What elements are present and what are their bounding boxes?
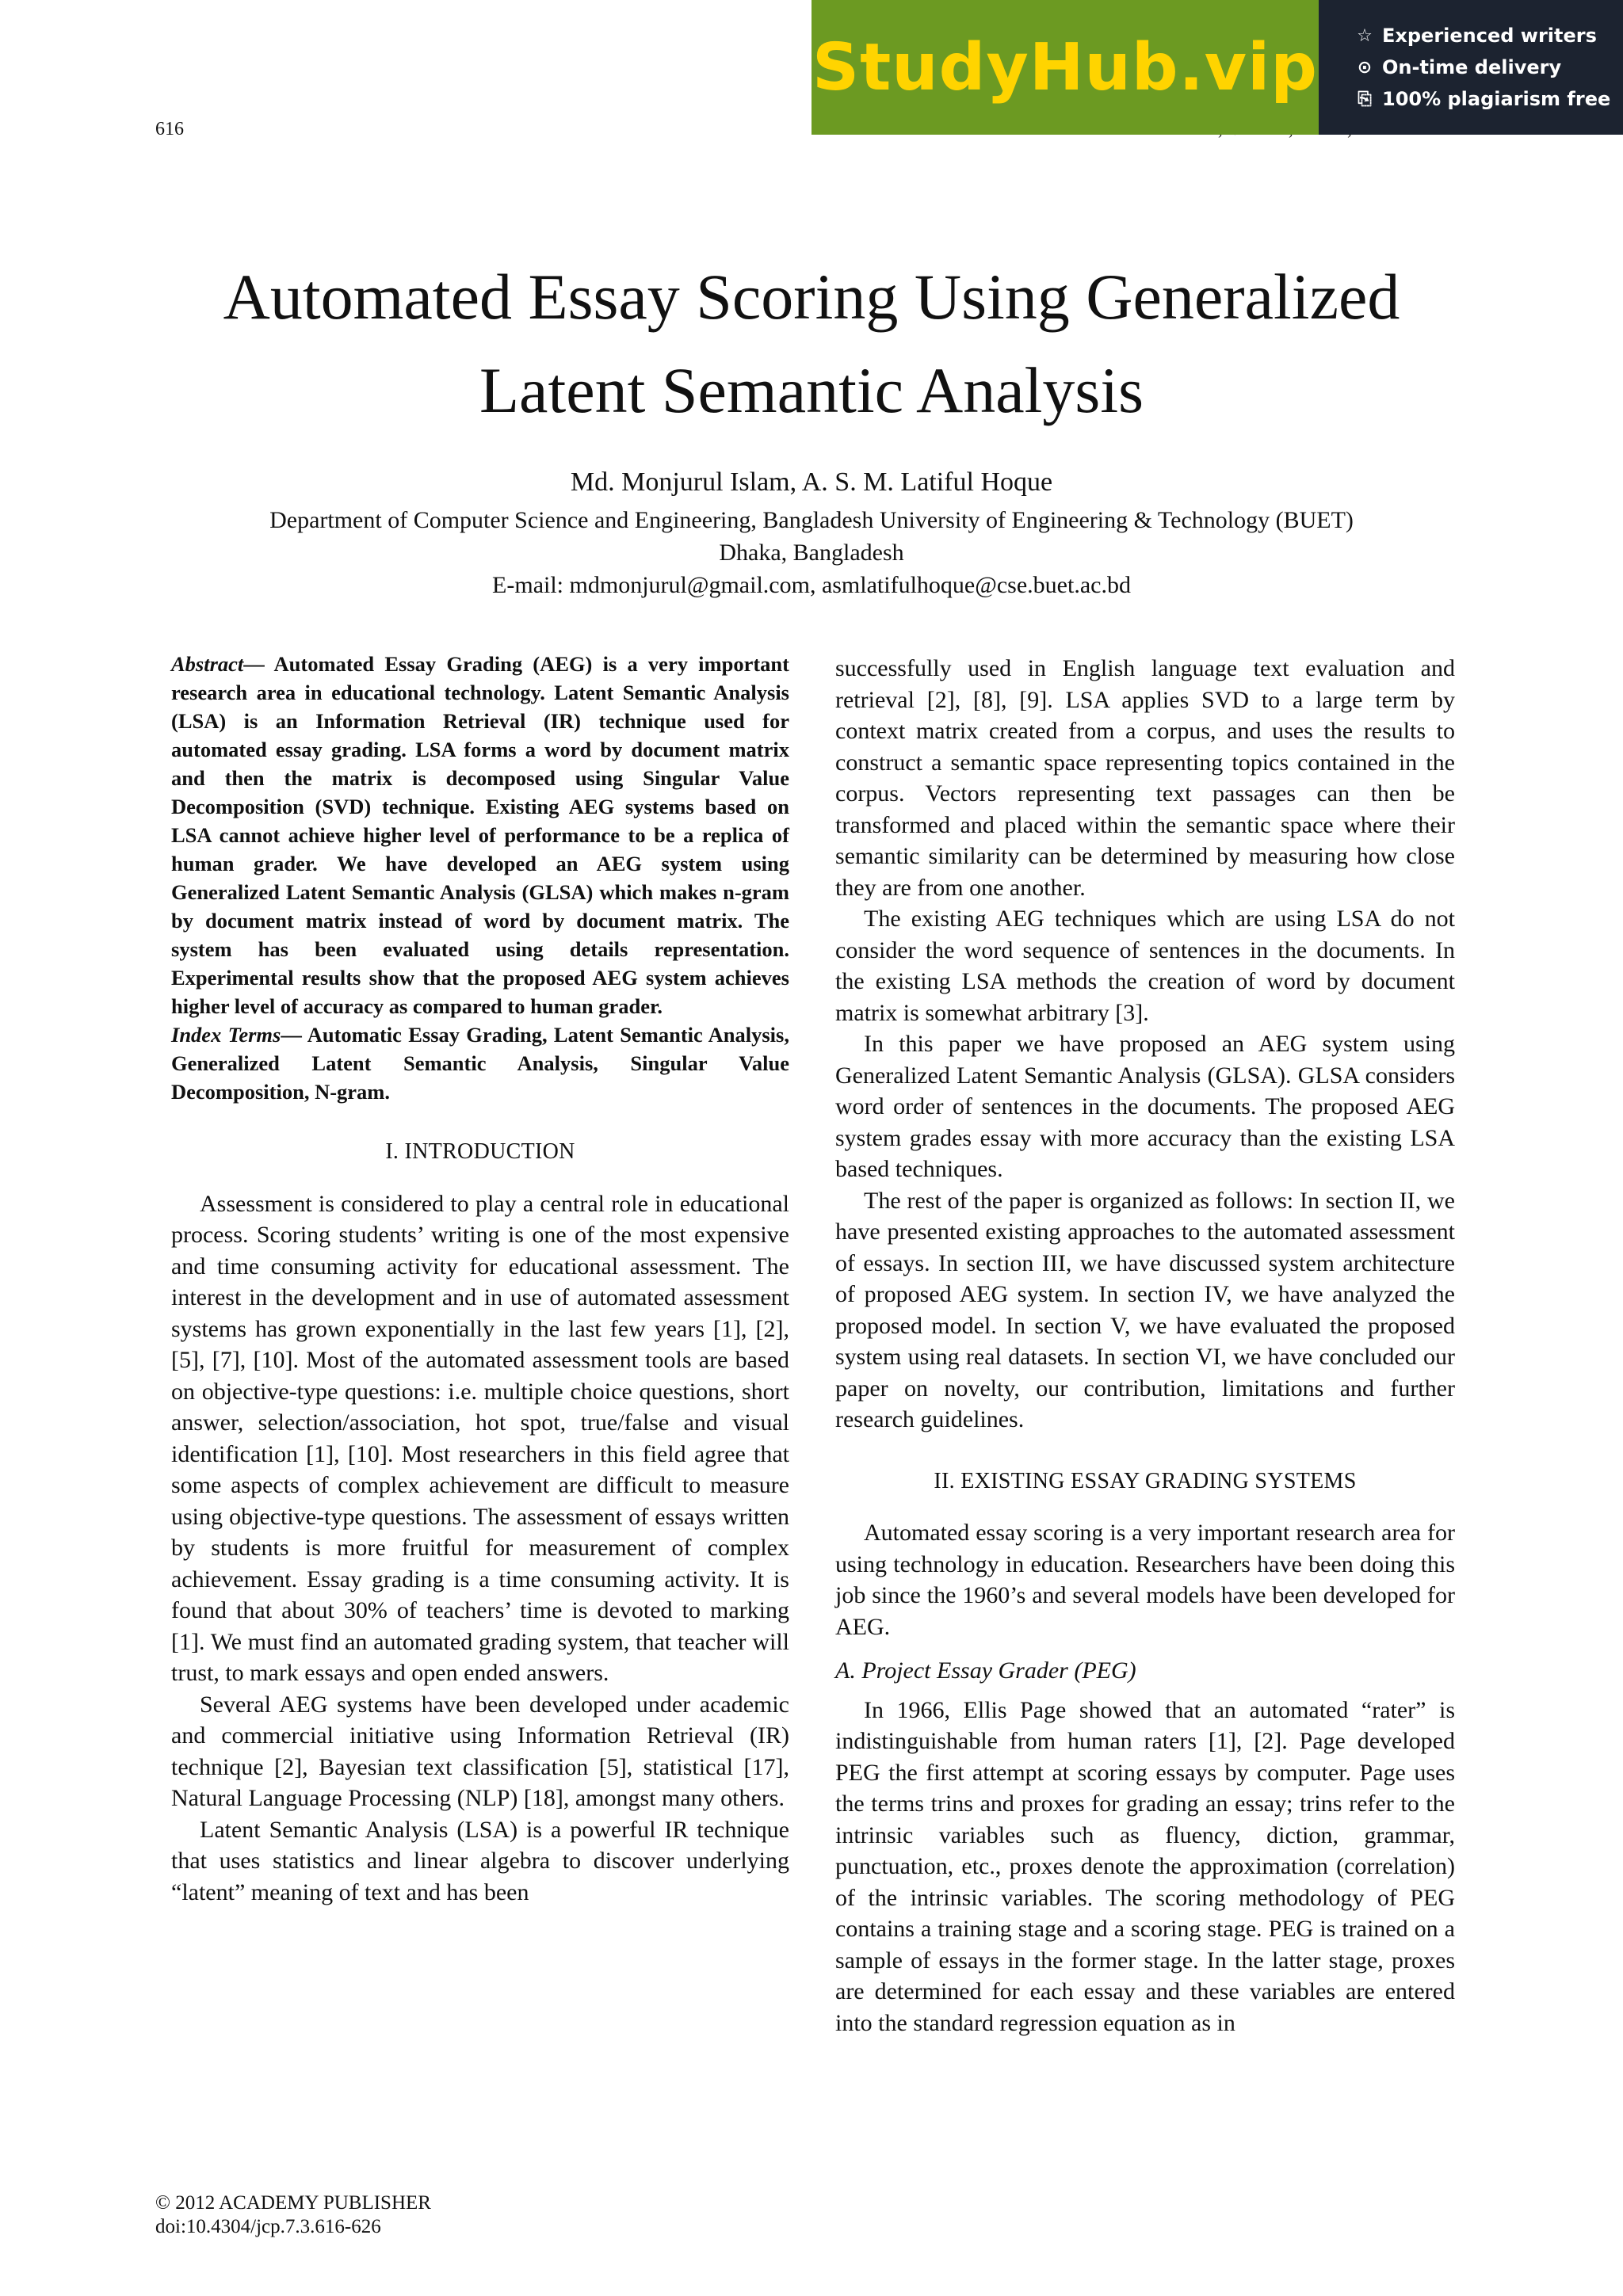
index-terms-label: Index Terms bbox=[171, 1023, 281, 1047]
index-terms-text: Automatic Essay Grading, Latent Semantic Analysis, Generalized Latent Semantic Analysis, Singular Value Decomposition, N-gram. bbox=[171, 1023, 789, 1104]
title-line-2: Latent Semantic Analysis bbox=[479, 354, 1144, 426]
copyright: © 2012 ACADEMY PUBLISHER bbox=[155, 2192, 431, 2214]
paper-title bbox=[95, 250, 1528, 437]
section-heading: II. EXISTING ESSAY GRADING SYSTEMS bbox=[934, 1468, 1357, 1493]
doi: doi:10.4304/jcp.7.3.616-626 bbox=[155, 2216, 381, 2237]
banner-feature bbox=[1355, 25, 1623, 47]
left-column bbox=[171, 650, 789, 1908]
banner-feature-label: Experienced writers bbox=[1382, 25, 1597, 47]
subsection-heading: A. Project Essay Grader (PEG) bbox=[835, 1657, 1136, 1684]
paragraph: Latent Semantic Analysis (LSA) is a powerful IR technique that uses statistics and linear algebra to discover underlying “latent” meaning of text and has been bbox=[171, 1816, 789, 1905]
abstract-label: Abstract bbox=[171, 652, 244, 676]
banner-feature-label: On-time delivery bbox=[1382, 56, 1562, 78]
footer bbox=[155, 2191, 431, 2239]
paragraph: Automated essay scoring is a very important research area for using technology in education. Researchers have been doing this job since the 1960’s and several models have been developed for AEG. bbox=[835, 1520, 1455, 1640]
paragraph: The existing AEG techniques which are using LSA do not consider the word sequence of sentences in the documents. In the existing LSA methods the creation of word by document matrix is somewhat arbitrary [3]. bbox=[835, 906, 1455, 1026]
index-terms: Index Terms— Automatic Essay Grading, Latent Semantic Analysis, Generalized Latent Semantic Analysis, Singular Value Decomposition, N-gram. bbox=[171, 1023, 789, 1104]
paragraph: In this paper we have proposed an AEG system using Generalized Latent Semantic Analysis (GLSA). GLSA considers word order of sentences in the documents. The proposed AEG system grades essay with more accuracy than the existing LSA based techniques. bbox=[835, 1031, 1455, 1182]
banner-feature-label: 100% plagiarism free bbox=[1382, 88, 1611, 110]
abstract: Abstract— Automated Essay Grading (AEG) is a very important research area in educational technology. Latent Semantic Analysis (LSA) is an Information Retrieval (IR) technique used for automated essay grading. LSA forms a word by document matrix and then the matrix is decomposed using Singular Value Decomposition (SVD) technique. Existing AEG systems based on LSA cannot achieve higher level of performance to be a replica of human grader. We have developed an AEG system using Generalized Latent Semantic Analysis (GLSA) which makes n-gram by document matrix instead of word by document matrix. The system has been evaluated using details representation. Experimental results show that the proposed AEG system achieves higher level of accuracy as compared to human grader. bbox=[171, 652, 789, 1018]
studyhub-banner[interactable] bbox=[812, 0, 1623, 135]
title-line-1: Automated Essay Scoring Using Generalized bbox=[223, 261, 1400, 333]
affiliation-location: Dhaka, Bangladesh bbox=[719, 540, 904, 566]
paragraph: successfully used in English language text evaluation and retrieval [2], [8], [9]. LSA applies SVD to a large term by context matrix created from a corpus, and uses the results to construct a semantic space representing topics contained in the corpus. Vectors representing text passages can then be transformed and placed within the semantic space where their semantic similarity can be determined by measuring how close they are from one another. bbox=[835, 655, 1455, 901]
banner-feature bbox=[1355, 88, 1623, 110]
paragraph: In 1966, Ellis Page showed that an automated “rater” is indistinguishable from human raters [1], [2]. Page developed PEG the first attempt at scoring essays by computer. Page uses the terms trins and proxes for grading an essay; trins refer to the intrinsic variables such as fluency, diction, grammar, punctuation, etc., proxes denote the approximation (correlation) of the intrinsic variables. The scoring methodology of PEG contains a training stage and a scoring stage. PEG is trained on a sample of essays in the former stage. In the latter stage, proxes are determined for each essay and these variables are entered into the standard regression equation as in bbox=[835, 1696, 1455, 2036]
paragraph: The rest of the paper is organized as follows: In section II, we have presented existing approaches to the automated assessment of essays. In section III, we have discussed system architecture of proposed AEG system. In section IV, we have analyzed the proposed model. In section V, we have evaluated the proposed system using real datasets. In section VI, we have concluded our paper on novelty, our contribution, limitations and further research guidelines. bbox=[835, 1187, 1455, 1432]
authors: Md. Monjurul Islam, A. S. M. Latiful Hoque bbox=[570, 467, 1053, 497]
page-number: 616 bbox=[155, 119, 184, 139]
star-icon: ☆ bbox=[1357, 25, 1373, 46]
studyhub-logo[interactable]: StudyHub.vip bbox=[812, 0, 1319, 135]
section-heading: I. INTRODUCTION bbox=[385, 1139, 575, 1164]
banner-features bbox=[1319, 0, 1623, 135]
affiliation-department: Department of Computer Science and Engineering, Bangladesh University of Engineering & Technology (BUET) bbox=[269, 507, 1354, 533]
banner-feature bbox=[1355, 56, 1623, 78]
document-check-icon: ⎘ bbox=[1358, 89, 1372, 109]
affiliation bbox=[95, 504, 1528, 601]
abstract-text: Automated Essay Grading (AEG) is a very important research area in educational technology. Latent Semantic Analysis (LSA) is an Information Retrieval (IR) technique used for automated essay grading. LSA forms a word by document matrix and then the matrix is decomposed using Singular Value Decomposition (SVD) technique. Existing AEG systems based on LSA cannot achieve higher level of performance to be a replica of human grader. We have developed an AEG system using Generalized Latent Semantic Analysis (GLSA) which makes n-gram by document matrix instead of word by document matrix. The system has been evaluated using details representation. Experimental results show that the proposed AEG system achieves higher level of accuracy as compared to human grader. bbox=[171, 652, 789, 1018]
right-column bbox=[835, 653, 1455, 2039]
author-emails: E-mail: mdmonjurul@gmail.com, asmlatifulhoque@cse.buet.ac.bd bbox=[492, 572, 1131, 598]
clock-icon: ⊙ bbox=[1357, 57, 1373, 78]
paragraph: Assessment is considered to play a central role in educational process. Scoring students’ writing is one of the most expensive and time consuming activity for educational assessment. The interest in the development and in use of automated assessment systems has grown exponentially in the last few years [1], [2], [5], [7], [10]. Most of the automated assessment tools are based on objective-type questions: i.e. multiple choice questions, short answer, selection/association, hot spot, true/false and visual identification [1], [10]. Most researchers in this field agree that some aspects of complex achievement are difficult to measure using objective-type questions. The assessment of essays written by students is more fruitful for measurement of complex achievement. Essay grading is a time consuming activity. It is found that about 30% of teachers’ time is devoted to marking [1]. We must find an automated grading system, that teacher will trust, to mark essays and open ended answers. bbox=[171, 1190, 789, 1686]
paragraph: Several AEG systems have been developed under academic and commercial initiative using Information Retrieval (IR) technique [2], Bayesian text classification [5], statistical [17], Natural Language Processing (NLP) [18], amongst many others. bbox=[171, 1691, 789, 1811]
